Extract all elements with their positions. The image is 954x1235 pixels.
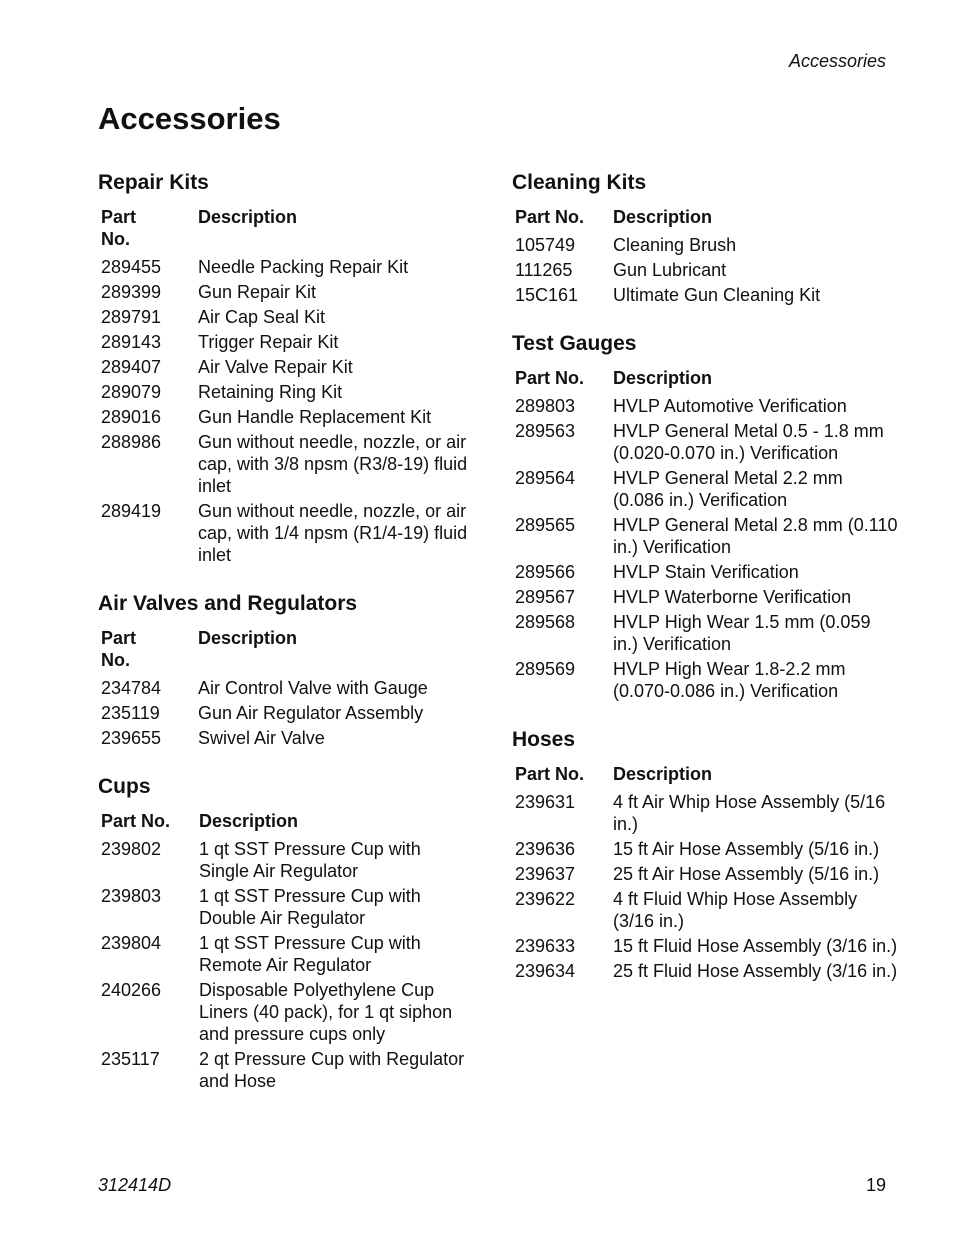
part-number: 105749 (515, 235, 576, 255)
part-description: Gun without needle, nozzle, or air cap, with 1/4 npsm (R1/4-19) fluid inlet (198, 501, 468, 565)
table-row (98, 431, 478, 500)
table-row (512, 838, 898, 863)
part-description: HVLP General Metal 2.8 mm (0.110 in.) Verification (613, 515, 898, 557)
table-header-row (512, 367, 898, 395)
section-test-gauges (512, 331, 912, 705)
part-number: 239637 (515, 864, 576, 884)
part-number: 239633 (515, 936, 576, 956)
part-number: 235117 (101, 1049, 160, 1069)
table-header-row (512, 763, 898, 791)
section-cups (98, 774, 478, 1095)
table-row (98, 500, 478, 569)
page-number: 19 (865, 1175, 886, 1195)
table-row (512, 960, 898, 985)
parts-table (512, 763, 898, 985)
part-number: 239803 (101, 886, 162, 906)
parts-table (98, 206, 478, 569)
part-description: 4 ft Air Whip Hose Assembly (5/16 in.) (613, 792, 886, 834)
part-description: Retaining Ring Kit (198, 382, 343, 402)
table-row (512, 658, 898, 705)
table-row (512, 395, 898, 420)
left-column (98, 170, 478, 1117)
description-header: Description (198, 628, 298, 648)
part-description: 1 qt SST Pressure Cup with Remote Air Regulator (199, 933, 421, 975)
right-column (512, 170, 912, 1007)
table-row (512, 791, 898, 838)
part-description: HVLP General Metal 2.2 mm (0.086 in.) Verification (613, 468, 843, 510)
part-description: 15 ft Fluid Hose Assembly (3/16 in.) (613, 936, 898, 956)
description-header: Description (613, 368, 713, 388)
table-row (512, 284, 883, 309)
part-number: 239655 (101, 728, 162, 748)
table-row (512, 561, 898, 586)
part-number: 240266 (101, 980, 162, 1000)
table-row (512, 420, 898, 467)
table-row (512, 935, 898, 960)
table-row (98, 281, 478, 306)
section-cleaning-kits (512, 170, 912, 309)
table-row (98, 885, 474, 932)
part-description: Trigger Repair Kit (198, 332, 339, 352)
part-description: Gun Repair Kit (198, 282, 317, 302)
part-number: 289399 (101, 282, 162, 302)
part-description: Gun Lubricant (613, 260, 727, 280)
part-description: HVLP Stain Verification (613, 562, 799, 582)
part-number: 289803 (515, 396, 576, 416)
table-header-row (98, 810, 474, 838)
description-header: Description (198, 207, 298, 227)
table-row (512, 234, 883, 259)
part-number: 289455 (101, 257, 162, 277)
part-description: 2 qt Pressure Cup with Regulator and Hose (199, 1049, 465, 1091)
section-title: Test Gauges (512, 332, 637, 355)
table-row (98, 406, 478, 431)
section-hoses (512, 727, 912, 985)
part-description: 25 ft Fluid Hose Assembly (3/16 in.) (613, 961, 898, 981)
part-description: Air Valve Repair Kit (198, 357, 353, 377)
table-header-row (98, 206, 478, 256)
parts-table (512, 206, 883, 309)
parts-table (98, 810, 474, 1095)
running-head: Accessories (788, 51, 886, 71)
part-number: 289569 (515, 659, 576, 679)
table-row (98, 256, 478, 281)
part-description: 1 qt SST Pressure Cup with Single Air Regulator (199, 839, 421, 881)
part-description: 4 ft Fluid Whip Hose Assembly (3/16 in.) (613, 889, 858, 931)
part-number: 289567 (515, 587, 576, 607)
part-number: 289564 (515, 468, 576, 488)
part-number: 15C161 (515, 285, 579, 305)
section-title: Air Valves and Regulators (98, 592, 358, 615)
part-description: Gun Air Regulator Assembly (198, 703, 424, 723)
part-description: 15 ft Air Hose Assembly (5/16 in.) (613, 839, 880, 859)
part-number: 239802 (101, 839, 162, 859)
section-air-valves (98, 591, 478, 752)
section-title: Hoses (512, 728, 576, 751)
part-number: 289566 (515, 562, 576, 582)
part-description: Needle Packing Repair Kit (198, 257, 409, 277)
part-description: Air Cap Seal Kit (198, 307, 326, 327)
part-number: 289419 (101, 501, 162, 521)
description-header: Description (613, 764, 713, 784)
parts-table (512, 367, 898, 705)
section-repair-kits (98, 170, 478, 569)
table-row (98, 677, 478, 702)
table-row (98, 306, 478, 331)
table-row (512, 586, 898, 611)
section-title: Cups (98, 775, 151, 798)
part-number: 289565 (515, 515, 576, 535)
table-row (512, 888, 898, 935)
part-number: 235119 (101, 703, 160, 723)
document-number: 312414D (98, 1175, 172, 1195)
table-row (98, 356, 478, 381)
part-number: 289143 (101, 332, 162, 352)
table-row (512, 259, 883, 284)
table-row (98, 727, 478, 752)
part-description: Gun without needle, nozzle, or air cap, with 3/8 npsm (R3/8-19) fluid inlet (198, 432, 468, 496)
table-row (512, 514, 898, 561)
table-row (98, 702, 478, 727)
part-number: 239631 (515, 792, 576, 812)
part-no-header: Part No. (515, 207, 585, 227)
part-description: HVLP High Wear 1.5 mm (0.059 in.) Verification (613, 612, 871, 654)
table-row (98, 331, 478, 356)
part-number: 288986 (101, 432, 162, 452)
part-no-header: Part No. (101, 207, 137, 249)
part-description: HVLP Automotive Verification (613, 396, 847, 416)
part-number: 239636 (515, 839, 576, 859)
table-row (98, 838, 474, 885)
part-number: 239804 (101, 933, 162, 953)
part-description: HVLP General Metal 0.5 - 1.8 mm (0.020-0.070 in.) Verification (613, 421, 884, 463)
parts-table (98, 627, 478, 752)
section-title: Cleaning Kits (512, 171, 647, 194)
part-no-header: Part No. (101, 811, 171, 831)
part-number: 289568 (515, 612, 576, 632)
part-no-header: Part No. (101, 628, 137, 670)
part-number: 289791 (101, 307, 162, 327)
section-title: Repair Kits (98, 171, 209, 194)
table-header-row (512, 206, 883, 234)
table-row (98, 381, 478, 406)
part-number: 289016 (101, 407, 162, 427)
description-header: Description (613, 207, 713, 227)
part-number: 239634 (515, 961, 576, 981)
part-description: Gun Handle Replacement Kit (198, 407, 432, 427)
part-number: 289407 (101, 357, 162, 377)
table-row (512, 611, 898, 658)
table-row (98, 932, 474, 979)
part-number: 111265 (515, 260, 573, 280)
part-description: Cleaning Brush (613, 235, 737, 255)
table-header-row (98, 627, 478, 677)
table-row (512, 863, 898, 888)
page-title: Accessories (98, 101, 281, 136)
part-description: HVLP High Wear 1.8-2.2 mm (0.070-0.086 in.) Verification (613, 659, 846, 701)
part-description: Disposable Polyethylene Cup Liners (40 pack), for 1 qt siphon and pressure cups only (199, 980, 453, 1044)
part-description: 1 qt SST Pressure Cup with Double Air Regulator (199, 886, 421, 928)
table-row (512, 467, 898, 514)
part-no-header: Part No. (515, 764, 585, 784)
description-header: Description (199, 811, 299, 831)
part-number: 239622 (515, 889, 576, 909)
part-description: Air Control Valve with Gauge (198, 678, 428, 698)
part-number: 234784 (101, 678, 162, 698)
table-row (98, 979, 474, 1048)
part-description: Ultimate Gun Cleaning Kit (613, 285, 821, 305)
part-description: Swivel Air Valve (198, 728, 325, 748)
table-row (98, 1048, 474, 1095)
part-description: HVLP Waterborne Verification (613, 587, 852, 607)
part-number: 289563 (515, 421, 576, 441)
part-no-header: Part No. (515, 368, 585, 388)
part-description: 25 ft Air Hose Assembly (5/16 in.) (613, 864, 880, 884)
part-number: 289079 (101, 382, 162, 402)
